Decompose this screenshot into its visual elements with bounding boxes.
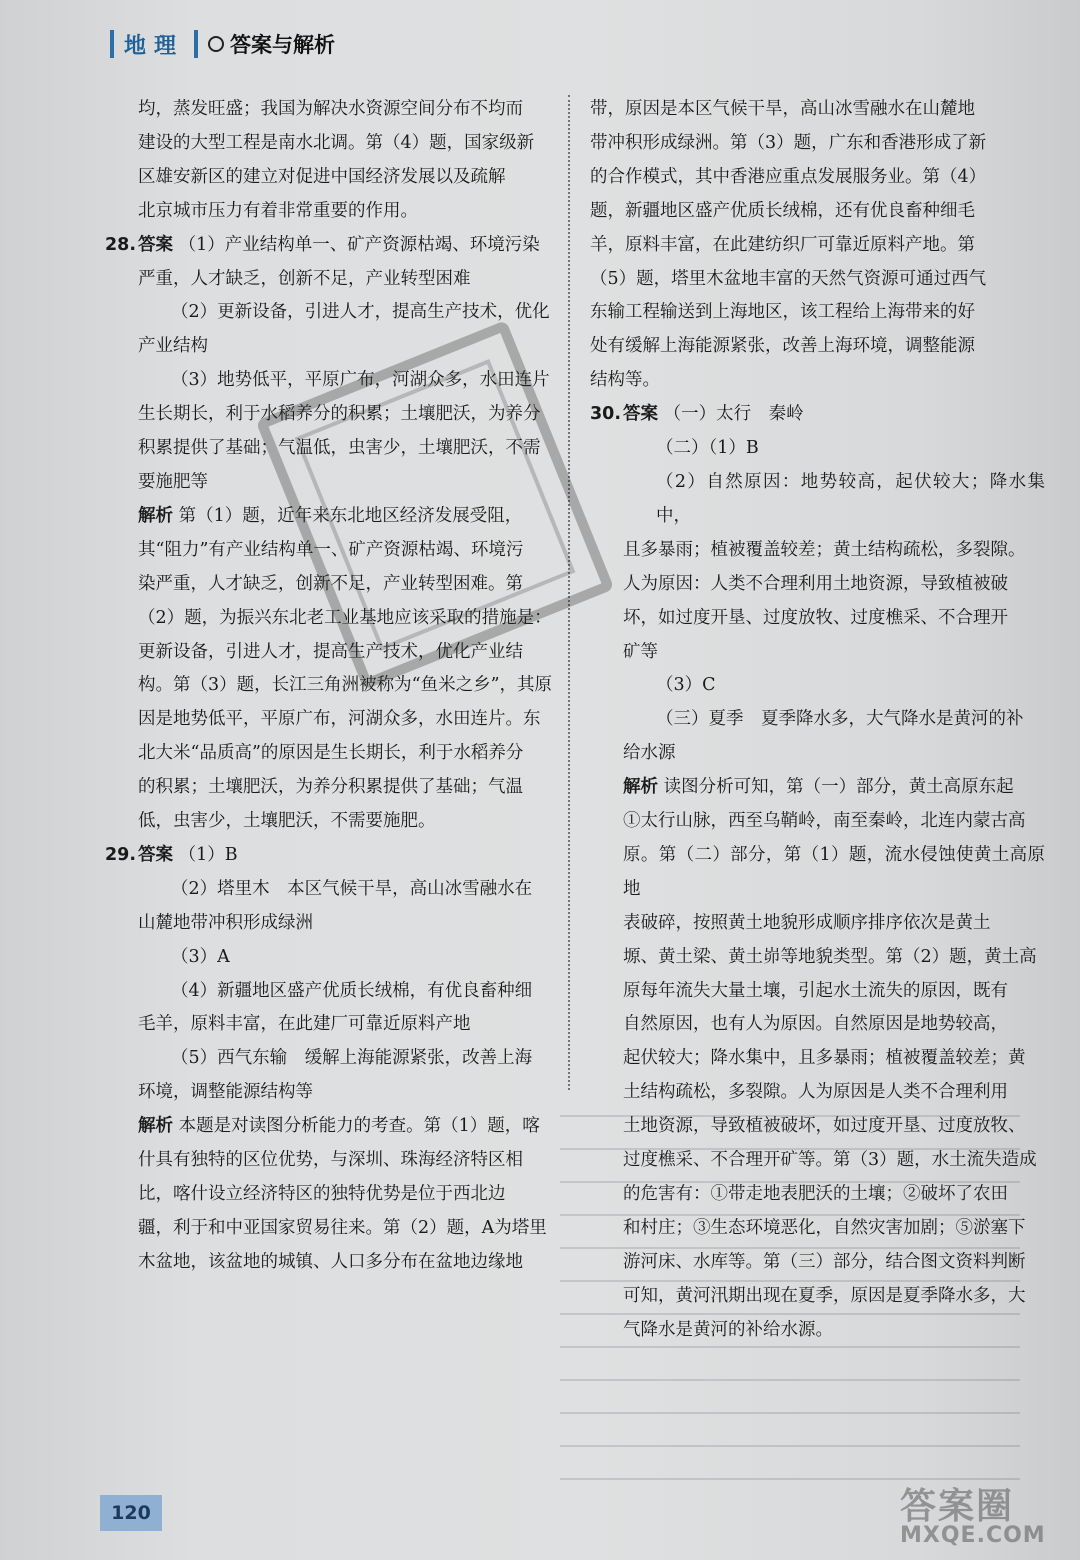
- text-line: 羊，原料丰富，在此建纺织厂可靠近原料产地。第: [590, 234, 975, 255]
- question-number: 30.: [590, 404, 622, 425]
- text-line: 原每年流失大量土壤，引起水土流失的原因，既有: [623, 980, 1008, 1001]
- text-line: 环境，调整能源结构等: [138, 1082, 313, 1103]
- analysis-label: 解析: [623, 777, 658, 798]
- text-line: （5）题，塔里木盆地丰富的天然气资源可通过西气: [590, 268, 987, 289]
- answer-label: 答案: [138, 234, 173, 255]
- text-line: 东输工程输送到上海地区，该工程给上海带来的好: [590, 302, 975, 323]
- q29-answer-line: [105, 839, 555, 873]
- text-line: （5）西气东输 缓解上海能源紧张，改善上海: [171, 1048, 533, 1069]
- text-line: 原。第（二）部分，第（1）题，流水侵蚀使黄土高原地: [623, 844, 1045, 899]
- text-line: 塬、黄土梁、黄土峁等地貌类型。第（2）题，黄土高: [623, 946, 1037, 967]
- text-line: （三）夏季 夏季降水多，大气降水是黄河的补: [656, 709, 1024, 730]
- text-line: （1）B: [178, 844, 238, 865]
- page-number: 120: [100, 1495, 162, 1531]
- text-line: （一）太行 秦岭: [663, 404, 804, 425]
- answer-label: 答案: [623, 404, 658, 425]
- text-line: 第（1）题，近年来东北地区经济发展受阻，: [178, 505, 523, 526]
- text-line: 建设的大型工程是南水北调。第（4）题，国家级新: [138, 132, 535, 153]
- text-line: 题，新疆地区盛产优质长绒棉，还有优良畜种细毛: [590, 200, 975, 221]
- right-continuation: [590, 93, 1045, 398]
- text-line: （3）A: [171, 946, 230, 967]
- text-line: 过度樵采、不合理开矿等。第（3）题，水土流失造成: [623, 1150, 1037, 1171]
- watermark-top: 答案圈: [900, 1486, 1015, 1527]
- text-line: 积累提供了基础；气温低，虫害少，土壤肥沃，不需: [138, 438, 541, 459]
- circle-icon: [208, 36, 224, 52]
- header-subtitle: 答案与解析: [230, 33, 336, 57]
- text-line: （2）题，为振兴东北老工业基地应该采取的措施是：: [138, 607, 552, 628]
- text-line: 构。第（3）题，长江三角洲被称为“鱼米之乡”，其原: [138, 675, 553, 696]
- text-line: 带，原因是本区气候干旱，高山冰雪融水在山麓地: [590, 99, 975, 119]
- text-line: 染严重，人才缺乏，创新不足，产业转型困难。第: [138, 573, 523, 594]
- q28-answer-line: [105, 229, 555, 263]
- page-header: [100, 26, 335, 62]
- text-line: 生长期长，利于水稻养分的积累；土壤肥沃，为养分: [138, 404, 541, 425]
- text-line: （3）C: [656, 675, 716, 696]
- q29-analysis-line: [138, 1110, 555, 1144]
- text-line: 比，喀什设立经济特区的独特优势是位于西北边: [138, 1184, 506, 1204]
- stamp-inner-border: [295, 359, 576, 651]
- text-line: 疆，利于和中亚国家贸易往来。第（2）题，A为塔里: [138, 1217, 547, 1238]
- text-line: 山麓地带冲积形成绿洲: [138, 912, 313, 933]
- text-line: 严重，人才缺乏，创新不足，产业转型困难: [138, 268, 471, 289]
- text-line: 人为原因：人类不合理利用土地资源，导致植被破: [623, 573, 1008, 594]
- text-line: 区雄安新区的建立对促进中国经济发展以及疏解: [138, 166, 506, 187]
- text-line: 的危害有：①带走地表肥沃的土壤；②破坏了农田: [623, 1184, 1008, 1204]
- text-line: 表破碎，按照黄土地貌形成顺序排序依次是黄土: [623, 912, 991, 933]
- text-line: 且多暴雨；植被覆盖较差；黄土结构疏松，多裂隙。: [623, 539, 1026, 560]
- q30-analysis-line: [623, 771, 1045, 805]
- text-line: 气降水是黄河的补给水源。: [623, 1319, 833, 1340]
- text-line: 土地资源，导致植被破坏，如过度开垦、过度放牧、: [623, 1116, 1026, 1137]
- text-line: 自然原因，也有人为原因。自然原因是地势较高，: [623, 1014, 1008, 1035]
- text-line: 处有缓解上海能源紧张，改善上海环境，调整能源: [590, 336, 975, 357]
- site-watermark: [900, 1478, 1075, 1558]
- question-29: [105, 839, 555, 1280]
- text-line: （2）更新设备，引进人才，提高生产技术，优化: [171, 302, 550, 323]
- analysis-label: 解析: [138, 1116, 173, 1137]
- text-line: 带冲积形成绿洲。第（3）题，广东和香港形成了新: [590, 132, 987, 153]
- text-line: 毛羊，原料丰富，在此建厂可靠近原料产地: [138, 1014, 471, 1035]
- text-line: 的合作模式，其中香港应重点发展服务业。第（4）: [590, 166, 987, 187]
- text-line: （2）自然原因：地势较高，起伏较大；降水集中，: [656, 471, 1045, 526]
- text-line: 可知，黄河汛期出现在夏季，原因是夏季降水多，大: [623, 1285, 1026, 1306]
- text-line: 低，虫害少，土壤肥沃，不需要施肥。: [138, 811, 436, 832]
- text-line: 坏，如过度开垦、过度放牧、过度樵采、不合理开: [623, 607, 1008, 628]
- text-line: （二）（1）B: [656, 438, 759, 459]
- analysis-label: 解析: [138, 505, 173, 526]
- text-line: 的积累；土壤肥沃，为养分积累提供了基础；气温: [138, 777, 523, 798]
- text-line: 土结构疏松，多裂隙。人为原因是人类不合理利用: [623, 1082, 1008, 1103]
- text-line: 游河床、水库等。第（三）部分，结合图文资料判断: [623, 1251, 1026, 1272]
- q30-answer-line: [590, 398, 1045, 432]
- bleed-through-text: [560, 1100, 1020, 1480]
- text-line: 其“阻力”有产业结构单一、矿产资源枯竭、环境污: [138, 539, 524, 560]
- text-line: 起伏较大；降水集中，且多暴雨；植被覆盖较差；黄: [623, 1048, 1026, 1069]
- text-line: 什具有独特的区位优势，与深圳、珠海经济特区相: [138, 1150, 523, 1171]
- watermark-bottom: MXQE.COM: [900, 1523, 1046, 1548]
- answer-label: 答案: [138, 844, 173, 865]
- text-line: 结构等。: [590, 370, 660, 391]
- header-bar-left: [110, 30, 114, 58]
- text-line: 要施肥等: [138, 471, 208, 492]
- text-line: ①太行山脉，西至乌鞘岭，南至秦岭，北连内蒙古高: [623, 811, 1026, 832]
- text-line: （1）产业结构单一、矿产资源枯竭、环境污染: [178, 234, 540, 255]
- text-line: 本题是对读图分析能力的考查。第（1）题，喀: [178, 1116, 540, 1137]
- left-continuation: [105, 93, 555, 229]
- header-bar-right: [194, 30, 198, 58]
- text-line: （4）新疆地区盛产优质长绒棉，有优良畜种细: [171, 980, 533, 1001]
- text-line: 和村庄；③生态环境恶化，自然灾害加剧；⑤淤塞下: [623, 1217, 1026, 1238]
- text-line: 给水源: [623, 743, 676, 764]
- text-line: 北大米“品质高”的原因是生长期长，利于水稻养分: [138, 743, 524, 764]
- subject-title: 地理: [124, 33, 185, 59]
- text-line: 因是地势低平，平原广布，河湖众多，水田连片。东: [138, 709, 541, 730]
- text-line: 均，蒸发旺盛；我国为解决水资源空间分布不均而: [138, 99, 523, 119]
- text-line: （2）塔里木 本区气候干旱，高山冰雪融水在: [171, 878, 533, 899]
- text-line: 矿等: [623, 641, 658, 662]
- text-line: 更新设备，引进人才，提高生产技术，优化产业结: [138, 641, 523, 662]
- question-number: 29.: [105, 844, 137, 865]
- left-column: [105, 93, 555, 1280]
- text-line: 北京城市压力有着非常重要的作用。: [138, 200, 418, 221]
- question-number: 28.: [105, 234, 137, 255]
- text-line: 产业结构: [138, 336, 208, 357]
- text-line: 木盆地，该盆地的城镇、人口多分布在盆地边缘地: [138, 1251, 523, 1272]
- text-line: 读图分析可知，第（一）部分，黄土高原东起: [663, 777, 1014, 798]
- text-line: （3）地势低平，平原广布，河湖众多，水田连片: [171, 370, 550, 391]
